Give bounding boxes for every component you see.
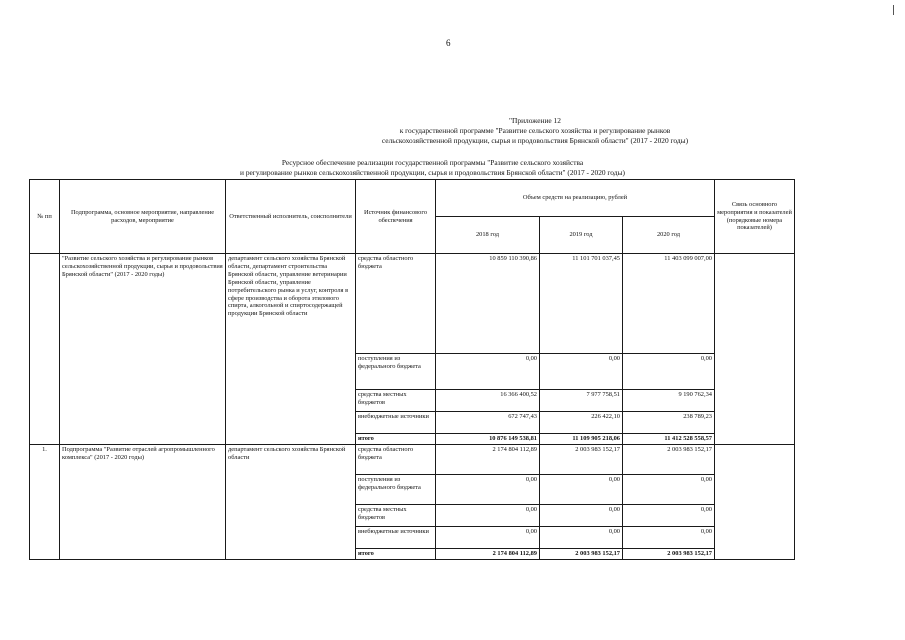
table-row <box>30 254 795 354</box>
value-2018: 0,00 <box>436 354 540 390</box>
header-2019: 2019 год <box>540 217 623 254</box>
row-source: средства областного бюджета <box>356 254 436 354</box>
row-source: поступления из федерального бюджета <box>356 354 436 390</box>
value-2019: 0,00 <box>540 527 623 549</box>
page-number: 6 <box>446 38 451 48</box>
value-2019: 2 003 983 152,17 <box>540 445 623 475</box>
table-row <box>30 445 795 475</box>
value-2019: 11 109 905 218,06 <box>540 434 623 445</box>
row-source: средства местных бюджетов <box>356 390 436 412</box>
row-source: средства местных бюджетов <box>356 505 436 527</box>
value-2020: 11 403 099 007,00 <box>623 254 715 354</box>
header-2018: 2018 год <box>436 217 540 254</box>
row-link <box>715 445 795 560</box>
value-2020: 2 003 983 152,17 <box>623 445 715 475</box>
row-source: внебюджетные источники <box>356 527 436 549</box>
scan-edge-mark <box>893 5 894 15</box>
value-2020: 0,00 <box>623 505 715 527</box>
value-2018: 0,00 <box>436 505 540 527</box>
value-2018: 16 366 400,52 <box>436 390 540 412</box>
row-source: поступления из федерального бюджета <box>356 475 436 505</box>
value-2019: 11 101 701 037,45 <box>540 254 623 354</box>
appendix-line: сельскохозяйственной продукции, сырья и продовольствия Брянской области" (2017 - 2020 годы) <box>381 136 689 145</box>
value-2020: 11 412 528 558,57 <box>623 434 715 445</box>
appendix-line: к государственной программе "Развитие сельского хозяйства и регулирование рынков <box>399 126 671 135</box>
value-2019: 226 422,10 <box>540 412 623 434</box>
header-num: № пп <box>30 180 60 254</box>
value-2020: 0,00 <box>623 527 715 549</box>
row-source: итого <box>356 549 436 560</box>
value-2018: 0,00 <box>436 475 540 505</box>
appendix-header <box>300 116 770 146</box>
row-source: внебюджетные источники <box>356 412 436 434</box>
value-2020: 9 190 762,34 <box>623 390 715 412</box>
value-2018: 2 174 804 112,89 <box>436 549 540 560</box>
header-volume: Объем средств на реализацию, рублей <box>436 180 715 217</box>
row-source: средства областного бюджета <box>356 445 436 475</box>
row-link <box>715 254 795 445</box>
appendix-line: "Приложение 12 <box>509 116 561 125</box>
row-executor: департамент сельского хозяйства Брянской области, департамент строительства Брянской области, управление ветеринарии Брянской области, управление потребительского рынка и услуг, контроля в сфере производства и оборота этилового спирта, алкогольной и спиртосодержащей продукции Брянской области <box>226 254 356 445</box>
title-line: и регулирование рынков сельскохозяйственной продукции, сырья и продовольствия Брянской области" (2017 - 2020 годы) <box>240 168 625 177</box>
value-2018: 0,00 <box>436 527 540 549</box>
row-source: итого <box>356 434 436 445</box>
value-2020: 0,00 <box>623 354 715 390</box>
header-link: Связь основного мероприятия и показателей (порядковые номера показателей) <box>715 180 795 254</box>
value-2018: 672 747,43 <box>436 412 540 434</box>
row-num: 1. <box>30 445 60 560</box>
value-2019: 0,00 <box>540 354 623 390</box>
header-2020: 2020 год <box>623 217 715 254</box>
value-2019: 0,00 <box>540 475 623 505</box>
header-source: Источник финансового обеспечения <box>356 180 436 254</box>
value-2020: 2 003 983 152,17 <box>623 549 715 560</box>
header-subprogram: Подпрограмма, основное мероприятие, направление расходов, мероприятие <box>60 180 226 254</box>
row-name: Подпрограмма "Развитие отраслей агропромышленного комплекса" (2017 - 2020 годы) <box>60 445 226 560</box>
header-executor: Ответственный исполнитель, соисполнители <box>226 180 356 254</box>
value-2020: 0,00 <box>623 475 715 505</box>
row-num <box>30 254 60 445</box>
value-2019: 0,00 <box>540 505 623 527</box>
row-name: "Развитие сельского хозяйства и регулирование рынков сельскохозяйственной продукции, сырья и продовольствия Брянской области" (2017 - 2020 годы) <box>60 254 226 445</box>
value-2018: 2 174 804 112,89 <box>436 445 540 475</box>
title-line: Ресурсное обеспечение реализации государственной программы "Развитие сельского хозяйства <box>281 158 584 167</box>
row-executor: департамент сельского хозяйства Брянской области <box>226 445 356 560</box>
value-2018: 10 876 149 538,81 <box>436 434 540 445</box>
value-2019: 2 003 983 152,17 <box>540 549 623 560</box>
resource-table <box>29 179 795 560</box>
value-2020: 238 789,23 <box>623 412 715 434</box>
value-2018: 10 859 110 390,86 <box>436 254 540 354</box>
value-2019: 7 977 758,51 <box>540 390 623 412</box>
document-title <box>150 158 715 178</box>
